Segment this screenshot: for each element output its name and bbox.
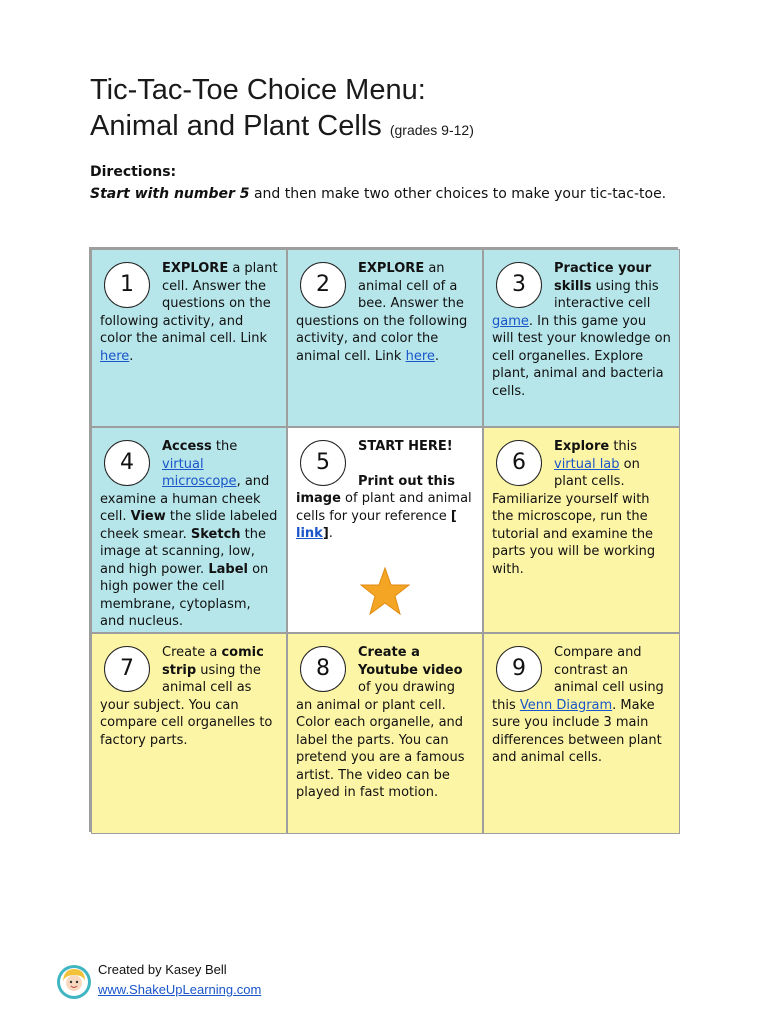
choice-cell-9 <box>483 633 680 834</box>
choice-cell-8 <box>287 633 483 834</box>
choice-cell-7 <box>91 633 287 834</box>
cell-text-end: . <box>434 348 440 364</box>
cell-bold: Print out this image <box>296 473 455 506</box>
cell-text: of you drawing an animal or plant cell. Color each organelle, and label the parts. You can pretend you are a famous artist. The video can be played in fast motion. <box>296 680 465 800</box>
number-badge: 2 <box>300 262 346 308</box>
number-badge: 3 <box>496 262 542 308</box>
here-link[interactable]: here <box>405 348 435 364</box>
cell-text-end: . In this game you will test your knowledge on cell organelles. Explore plant, animal and bacteria cells. <box>492 313 671 399</box>
bracket-close: ] <box>322 526 329 541</box>
directions-lead: Start with number 5 <box>90 186 250 202</box>
tic-tac-toe-grid <box>89 247 678 832</box>
cell-bold: Create a Youtube video <box>358 645 463 678</box>
number-badge: 8 <box>300 646 346 692</box>
footer-credit: Created by Kasey Bell <box>98 962 227 977</box>
cell-text: using the animal cell as your subject. You can compare cell organelles to factory parts. <box>100 662 273 748</box>
cell-text: Create a <box>162 645 222 660</box>
choice-cell-4 <box>91 427 287 633</box>
title-subject: Animal and Plant Cells <box>90 110 382 142</box>
number-badge: 6 <box>496 440 542 486</box>
cell-bold: EXPLORE <box>162 261 229 276</box>
cell-text-end: . <box>328 526 333 541</box>
cell-bold: Explore <box>554 439 610 454</box>
cell-text: this <box>609 439 638 454</box>
directions-text: and then make two other choices to make your tic-tac-toe. <box>249 186 667 202</box>
cell-text: using this interactive cell <box>554 278 659 311</box>
number-badge: 9 <box>496 646 542 692</box>
cell-text: a plant cell. Answer the questions on the following activity, and color the animal cell. Link <box>100 261 278 346</box>
number-badge: 1 <box>104 262 150 308</box>
virtual-microscope-link[interactable]: virtual microscope <box>162 456 237 489</box>
choice-cell-1 <box>91 249 287 427</box>
bracket-open: [ <box>450 508 457 524</box>
cell-bold: Label <box>208 561 248 577</box>
cell-text: , and examine a human cheek cell. <box>100 474 270 524</box>
cell-text: the slide labeled cheek smear. <box>100 509 278 542</box>
number-badge: 4 <box>104 440 150 486</box>
title-line-1: Tic-Tac-Toe Choice Menu: <box>90 74 426 106</box>
cell-bold: EXPLORE <box>358 261 425 276</box>
cell-bold: comic strip <box>162 645 264 678</box>
star-container <box>296 567 474 621</box>
cell-text: the <box>211 439 238 454</box>
start-here-label: START HERE! <box>358 439 453 454</box>
cell-text-end: . Make sure you include 3 main differences between plant and animal cells. <box>492 697 662 765</box>
image-link[interactable]: link <box>296 526 323 541</box>
cell-text: Compare and contrast an animal cell using this <box>492 645 664 713</box>
number-badge: 5 <box>300 440 346 486</box>
cell-bold: View <box>130 509 166 524</box>
cell-text: an animal cell of a bee. Answer the questions on the following activity, and color the animal cell. Link <box>296 261 468 364</box>
cell-bold: Practice your skills <box>554 261 652 294</box>
cell-bold: Sketch <box>190 526 241 542</box>
author-avatar-icon <box>56 964 92 1000</box>
choice-cell-2 <box>287 249 483 427</box>
star-icon <box>360 567 410 615</box>
directions <box>90 161 666 205</box>
cell-bold: Access <box>162 439 212 454</box>
choice-cell-3 <box>483 249 680 427</box>
cell-text: of plant and animal cells for your reference <box>296 491 472 524</box>
footer-text <box>98 960 261 1000</box>
footer-url-link[interactable]: www.ShakeUpLearning.com <box>98 982 262 997</box>
grades-label: (grades 9-12) <box>389 122 474 138</box>
choice-cell-6 <box>483 427 680 633</box>
venn-diagram-link[interactable]: Venn Diagram <box>519 697 613 713</box>
cell-text: the image at scanning, low, and high power. <box>100 526 266 577</box>
virtual-lab-link[interactable]: virtual lab <box>554 456 620 472</box>
cell-text-end: . <box>129 348 134 364</box>
here-link[interactable]: here <box>100 348 130 364</box>
choice-cell-5 <box>287 427 483 633</box>
page-title <box>90 72 474 148</box>
game-link[interactable]: game <box>492 313 529 329</box>
cell-text-end: on plant cells. Familiarize yourself with the microscope, run the tutorial and examine the parts you will be working with. <box>492 456 656 577</box>
directions-heading: Directions: <box>90 164 177 180</box>
title-line-2 <box>90 108 474 148</box>
cell-text: on high power the cell membrane, cytoplasm, and nucleus. <box>100 561 269 629</box>
number-badge: 7 <box>104 646 150 692</box>
